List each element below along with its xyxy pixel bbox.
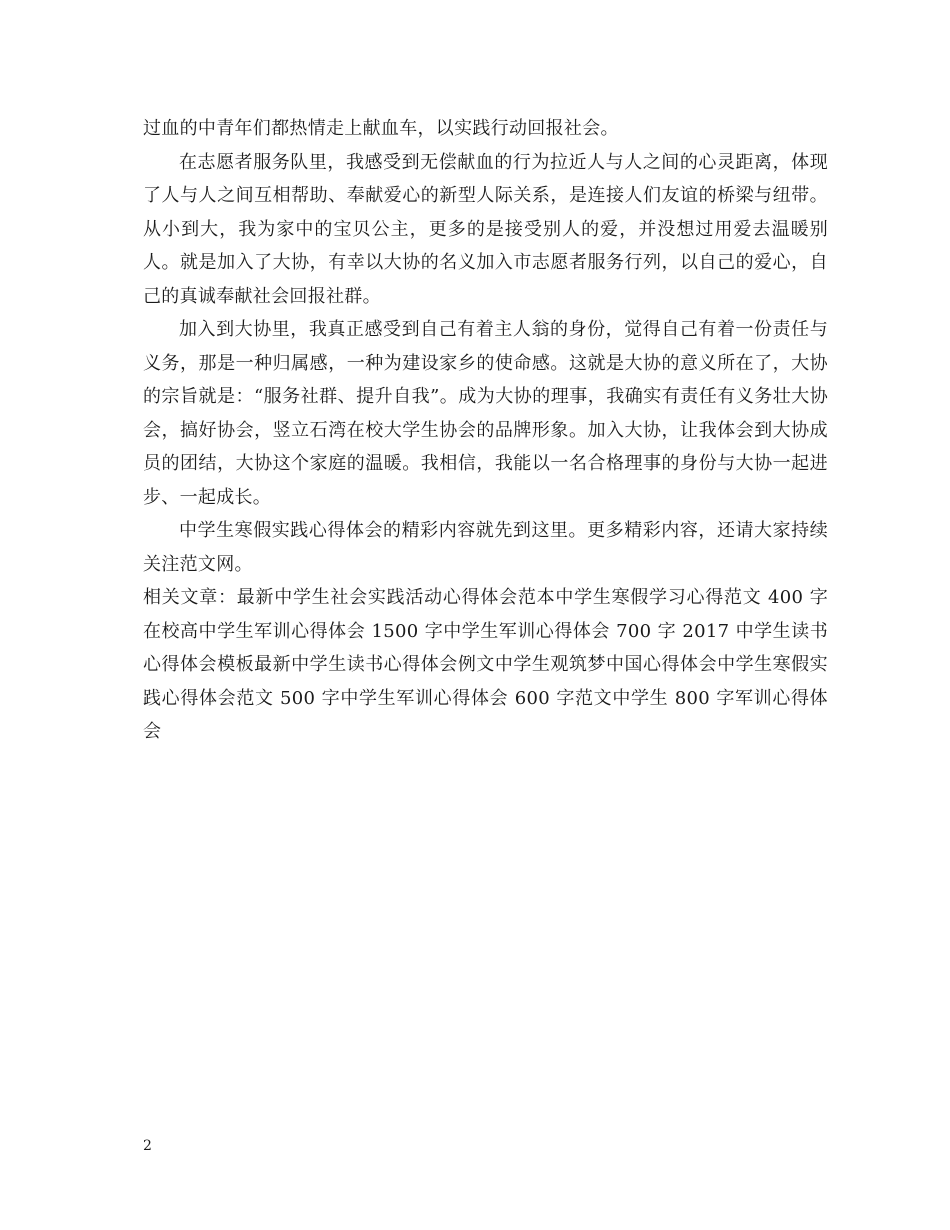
paragraph-volunteer-service: 在志愿者服务队里，我感受到无偿献血的行为拉近人与人之间的心灵距离，体现了人与人之间互相帮助、奉献爱心的新型人际关系，是连接人们友谊的桥梁与纽带。从小到大，我为家中的宝贝公主，更多的是接受别人的爱，并没想过用爱去温暖别人。就是加入了大协，有幸以大协的名义加入市志愿者服务行列，以自己的爱心，自己的真诚奉献社会回报社群。 <box>143 151 828 307</box>
page-number: 2 <box>143 1138 152 1154</box>
paragraph-association: 加入到大协里，我真正感受到自己有着主人翁的身份，觉得自己有着一份责任与义务，那是一种归属感，一种为建设家乡的使命感。这就是大协的意义所在了，大协的宗旨就是：“服务社群、提升自我”。成为大协的理事，我确实有责任有义务壮大协会，搞好协会，竖立石湾在校大学生协会的品牌形象。加入大协，让我体会到大协成员的团结，大协这个家庭的温暖。我相信，我能以一名合格理事的身份与大协一起进步、一起成长。 <box>143 319 828 508</box>
document-body <box>143 112 828 749</box>
paragraph-closing: 中学生寒假实践心得体会的精彩内容就先到这里。更多精彩内容，还请大家持续关注范文网。 <box>143 520 828 575</box>
paragraph-continuation: 过血的中青年们都热情走上献血车，以实践行动回报社会。 <box>143 118 619 139</box>
paragraph-related-articles: 相关文章：最新中学生社会实践活动心得体会范本中学生寒假学习心得范文 400 字在校高中学生军训心得体会 1500 字中学生军训心得体会 700 字 2017 中学生读书心得体会模板最新中学生读书心得体会例文中学生观筑梦中国心得体会中学生寒假实践心得体会范文 500 字中学生军训心得体会 600 字范文中学生 800 字军训心得体会 <box>143 587 828 742</box>
